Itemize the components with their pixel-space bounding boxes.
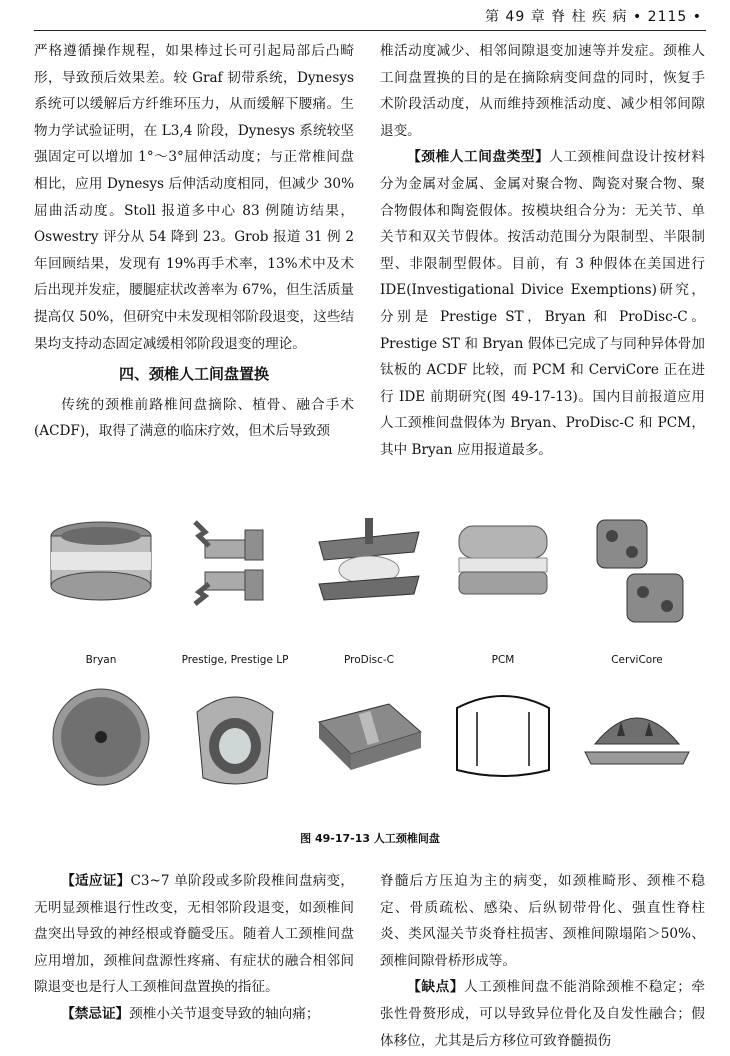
left-paragraph-1: 严格遵循操作规程，如果棒过长可引起局部后凸畸形，导致预后效果差。较 Graf 韧带系统，Dynesys 系统可以缓解后方纤维环压力，从而缓解下腰痛。生物力学试验证明，在 L3,4 阶段，Dynesys 系统较坚强固定可以增加 1°～3°屈伸活动度；与正常椎间盘相比，应用 Dynesys 后伸活动度相同，但减少 30%屈曲活动度。Stoll 报道多中心 83 例随访结果，Oswestry 评分从 54 降到 23。Grob 报道 31 例 2 年回顾结果，发现有 19%再手术率，13%术中及术后出现并发症，腰腿症状改善率为 67%，但生活质量提高仅 50%，但研究中未发现相邻阶段退变，这些结果均支持动态固定减缓相邻阶段退变的理论。: [34, 43, 355, 352]
figure-caption: 图 49-17-13 人工颈椎间盘: [300, 832, 440, 845]
label-prestige: Prestige, Prestige LP: [181, 654, 289, 666]
pcm-implant: [436, 512, 570, 612]
contraindications-text: 颈椎小关节退变导致的轴向痛；: [129, 1005, 320, 1022]
disadvantages-paragraph: [380, 974, 705, 1054]
label-bryan: Bryan: [85, 654, 117, 666]
left-paragraph-2: 传统的颈椎前路椎间盘摘除、植骨、融合手术(ACDF)，取得了满意的临床疗效，但术后导致颈: [34, 396, 354, 440]
indications-paragraph: [34, 868, 354, 1001]
prodisc-c-top-view: [302, 682, 436, 792]
bryan-top-view: [34, 682, 168, 792]
pcm-implant-image: [443, 512, 563, 612]
prodisc-c-implant-image: [309, 512, 429, 612]
bryan-implant-image: [41, 512, 161, 612]
pcm-outline: [436, 682, 570, 792]
cervicore-implant: [570, 512, 704, 632]
label-cervicore: CerviCore: [611, 654, 663, 666]
contraindications-paragraph: [34, 1001, 354, 1028]
cervicore-side-view: [570, 682, 704, 792]
prodisc-c-implant: [302, 512, 436, 612]
right-paragraph-1: 椎活动度减少、相邻间隙退变加速等并发症。颈椎人工间盘置换的目的是在摘除病变间盘的同时，恢复手术阶段活动度，从而维持颈椎活动度、减少相邻间隙退变。: [380, 43, 705, 139]
bottom-left-column: [34, 868, 354, 1028]
pcm-outline-image: [443, 682, 563, 792]
disadvantages-text: 人工颈椎间盘不能消除颈椎不稳定；牵张性骨赘形成，可以导致异位骨化及自发性融合；假体移位，尤其是后方移位可致脊髓损伤: [380, 979, 705, 1049]
cervicore-implant-image: [577, 512, 697, 632]
running-head-text: 第 49 章 脊 柱 疾 病 • 2115 •: [484, 9, 702, 25]
contraindications-continued: 脊髓后方压迫为主的病变，如颈椎畸形、颈椎不稳定、骨质疏松、感染、后纵韧带骨化、强直性脊柱炎、类风湿关节炎脊柱损害、颈椎间隙塌陷＞50%、颈椎间隙骨桥形成等。: [380, 873, 705, 969]
prestige-implant: [168, 512, 302, 622]
disc-types-label: 【颈椎人工间盘类型】: [407, 149, 550, 166]
label-pcm: PCM: [491, 654, 515, 666]
prestige-implant-image: [175, 512, 295, 622]
prestige-top-view-image: [175, 682, 295, 792]
prestige-top-view: [168, 682, 302, 792]
disadvantages-label: 【缺点】: [407, 979, 465, 996]
bryan-top-view-image: [41, 682, 161, 792]
contraindications-label: 【禁忌证】: [61, 1005, 130, 1022]
bottom-right-column: [380, 868, 705, 1054]
right-column: [380, 38, 705, 464]
left-column: [34, 38, 354, 445]
header-rule: [34, 30, 706, 31]
right-paragraph-2: [380, 144, 705, 463]
bryan-implant: [34, 512, 168, 612]
indications-text: C3~7 单阶段或多阶段椎间盘病变，无明显颈椎退行性改变，无相邻阶段退变，如颈椎间盘突出导致的神经根或脊髓受压。随着人工颈椎间盘应用增加，颈椎间盘源性疼痛、有症状的融合相邻间隙退变也是行人工颈椎间盘置换的指征。: [34, 873, 354, 996]
figure-artificial-discs: [34, 512, 706, 852]
section-heading: 四、颈椎人工间盘置换: [118, 365, 269, 384]
prodisc-c-top-view-image: [309, 682, 429, 792]
cervicore-side-view-image: [577, 682, 697, 792]
label-prodisc-c: ProDisc-C: [343, 654, 395, 666]
indications-label: 【适应证】: [61, 873, 131, 889]
running-header: [0, 0, 730, 38]
disc-types-text: 人工颈椎间盘设计按材料分为金属对金属、金属对聚合物、陶瓷对聚合物、聚合物假体和陶瓷假体。按模块组合分为：无关节、单关节和双关节假体。按活动范围分为限制型、半限制型、非限制型假体。目前，有 3 种假体在美国进行 IDE(Investigational Divice Exemptions)研究，分别是 Prestige ST，Bryan 和 ProDisc-C。Prestige ST 和 Bryan 假体已完成了与同种异体骨加钛板的 ACDF 比较，而 PCM 和 CerviCore 正在进行 IDE 前期研究(图 49-17-13)。国内目前报道应用人工颈椎间盘假体为 Bryan、ProDisc-C 和 PCM，其中 Bryan 应用报道最多。: [380, 149, 705, 458]
